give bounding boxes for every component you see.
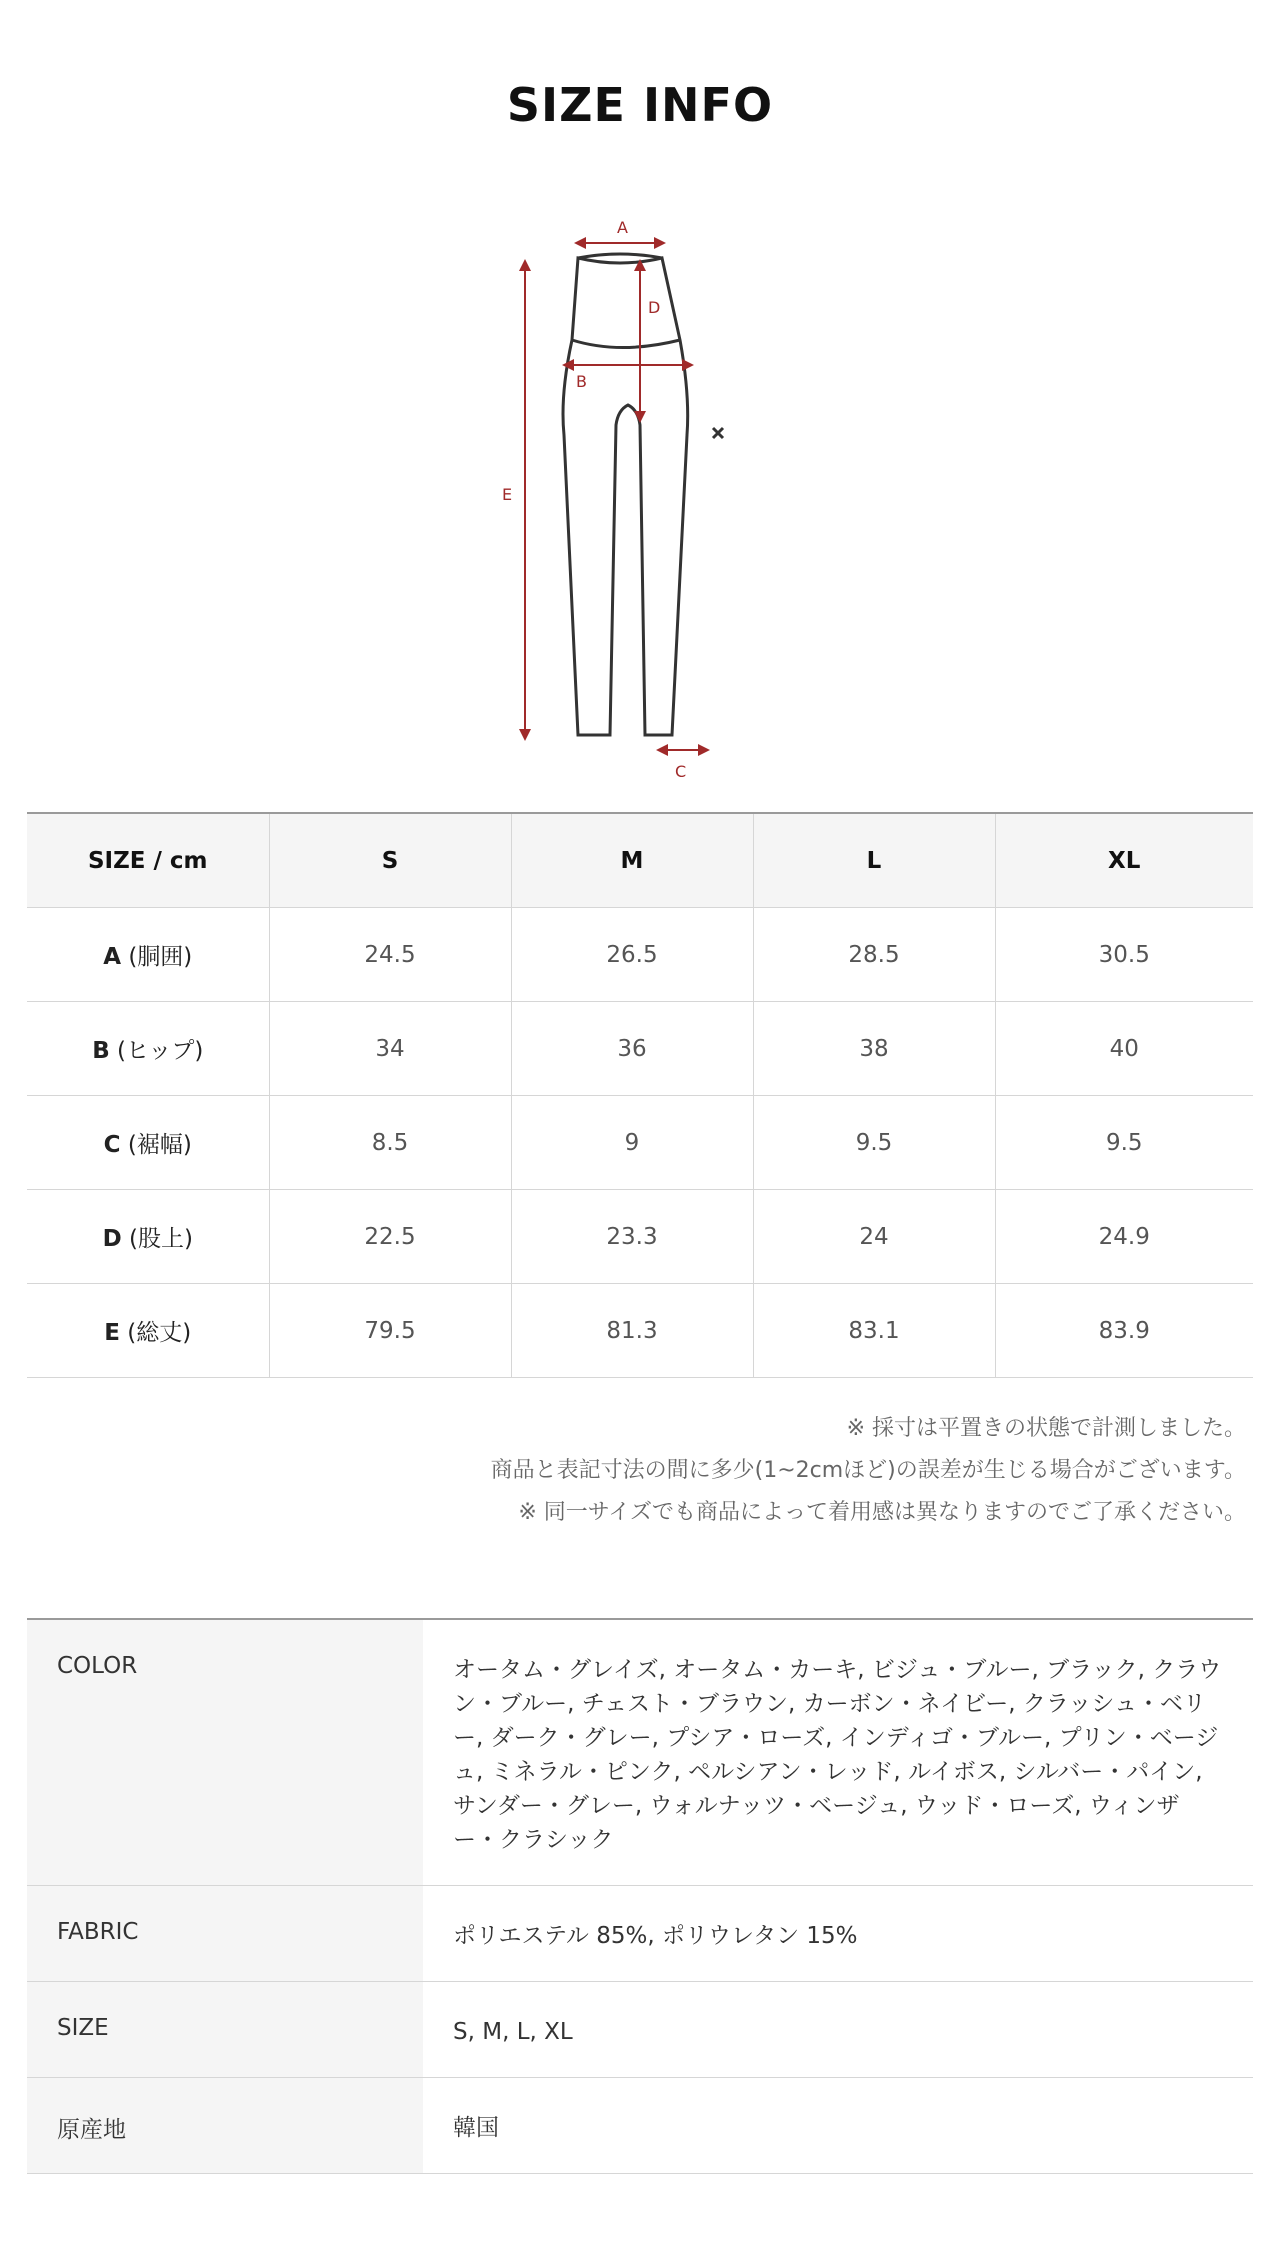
info-row-origin	[27, 2078, 1253, 2174]
table-row	[27, 1284, 1253, 1378]
table-cell: 24.9	[995, 1190, 1253, 1284]
table-row	[27, 1002, 1253, 1096]
table-cell: 81.3	[511, 1284, 753, 1378]
table-cell: 9.5	[753, 1096, 995, 1190]
page-title: SIZE INFO	[506, 78, 774, 132]
table-cell: 83.1	[753, 1284, 995, 1378]
table-row	[27, 1190, 1253, 1284]
info-value: S, M, L, XL	[423, 1982, 1253, 2078]
row-name: (裾幅)	[127, 1132, 192, 1158]
info-value: 韓国	[423, 2078, 1253, 2174]
table-cell: 26.5	[511, 908, 753, 1002]
size-table	[27, 812, 1253, 1378]
info-row-fabric	[27, 1886, 1253, 1982]
dimension-a	[580, 218, 660, 243]
table-cell: 22.5	[269, 1190, 511, 1284]
row-code: B	[92, 1038, 110, 1064]
table-cell: 36	[511, 1002, 753, 1096]
row-label	[27, 1002, 269, 1096]
info-row-size	[27, 1982, 1253, 2078]
dim-label-b: B	[576, 372, 587, 391]
row-name: (股上)	[128, 1226, 193, 1252]
dimension-d	[640, 265, 660, 417]
product-info-table	[27, 1618, 1253, 2174]
note-line: 商品と表記寸法の間に多少(1~2cmほど)の誤差が生じる場合がございます。	[490, 1458, 1246, 1483]
row-code: C	[103, 1132, 121, 1158]
row-code: E	[104, 1320, 120, 1346]
dim-label-c: C	[675, 762, 687, 781]
row-name: (胴囲)	[128, 944, 193, 970]
table-cell: 83.9	[995, 1284, 1253, 1378]
row-label	[27, 1284, 269, 1378]
info-value: ポリエステル 85%, ポリウレタン 15%	[423, 1886, 1253, 1982]
table-cell: 30.5	[995, 908, 1253, 1002]
row-label	[27, 1190, 269, 1284]
header-size-cm: SIZE / cm	[27, 813, 269, 908]
table-row	[27, 908, 1253, 1002]
row-name: (総丈)	[127, 1320, 192, 1346]
table-cell: 8.5	[269, 1096, 511, 1190]
table-cell: 24	[753, 1190, 995, 1284]
row-label	[27, 908, 269, 1002]
header-m: M	[511, 813, 753, 908]
row-name: (ヒップ)	[117, 1038, 204, 1064]
table-cell: 9.5	[995, 1096, 1253, 1190]
dimension-c	[662, 750, 704, 781]
leggings-illustration	[480, 205, 780, 785]
header-l: L	[753, 813, 995, 908]
dim-label-d: D	[648, 298, 661, 317]
table-cell: 34	[269, 1002, 511, 1096]
dim-label-a: A	[617, 218, 628, 237]
leggings-outline	[563, 254, 723, 735]
table-cell: 28.5	[753, 908, 995, 1002]
header-s: S	[269, 813, 511, 908]
table-cell: 79.5	[269, 1284, 511, 1378]
info-key: COLOR	[27, 1619, 423, 1886]
table-cell: 23.3	[511, 1190, 753, 1284]
dimension-e	[502, 265, 525, 735]
dimension-b	[568, 365, 688, 391]
info-value: オータム・グレイズ, オータム・カーキ, ビジュ・ブルー, ブラック, クラウン・ブルー, チェスト・ブラウン, カーボン・ネイビー, クラッシュ・ベリー, ダーク・グレー, プシア・ローズ, インディゴ・ブルー, プリン・ベージュ, ミネラル・ピンク, ペルシアン・レッド, ルイボス, シルバー・パイン, サンダー・グレー, ウォルナッツ・ベージュ, ウッド・ローズ, ウィンザー・クラシック	[423, 1619, 1253, 1886]
row-label	[27, 1096, 269, 1190]
header-xl: XL	[995, 813, 1253, 908]
size-table-header	[27, 813, 1253, 908]
note-line: ※ 採寸は平置きの状態で計測しました。	[846, 1416, 1246, 1441]
dim-label-e: E	[502, 485, 513, 504]
table-cell: 38	[753, 1002, 995, 1096]
info-row-color	[27, 1619, 1253, 1886]
note-line: ※ 同一サイズでも商品によって着用感は異なりますのでご了承ください。	[518, 1500, 1246, 1525]
measurement-notes	[491, 1408, 1246, 1534]
row-code: A	[103, 944, 122, 970]
table-cell: 24.5	[269, 908, 511, 1002]
table-cell: 40	[995, 1002, 1253, 1096]
info-key: SIZE	[27, 1982, 423, 2078]
leggings-diagram	[480, 205, 780, 785]
table-cell: 9	[511, 1096, 753, 1190]
info-key: 原産地	[27, 2078, 423, 2174]
table-row	[27, 1096, 1253, 1190]
info-key: FABRIC	[27, 1886, 423, 1982]
row-code: D	[102, 1226, 122, 1252]
